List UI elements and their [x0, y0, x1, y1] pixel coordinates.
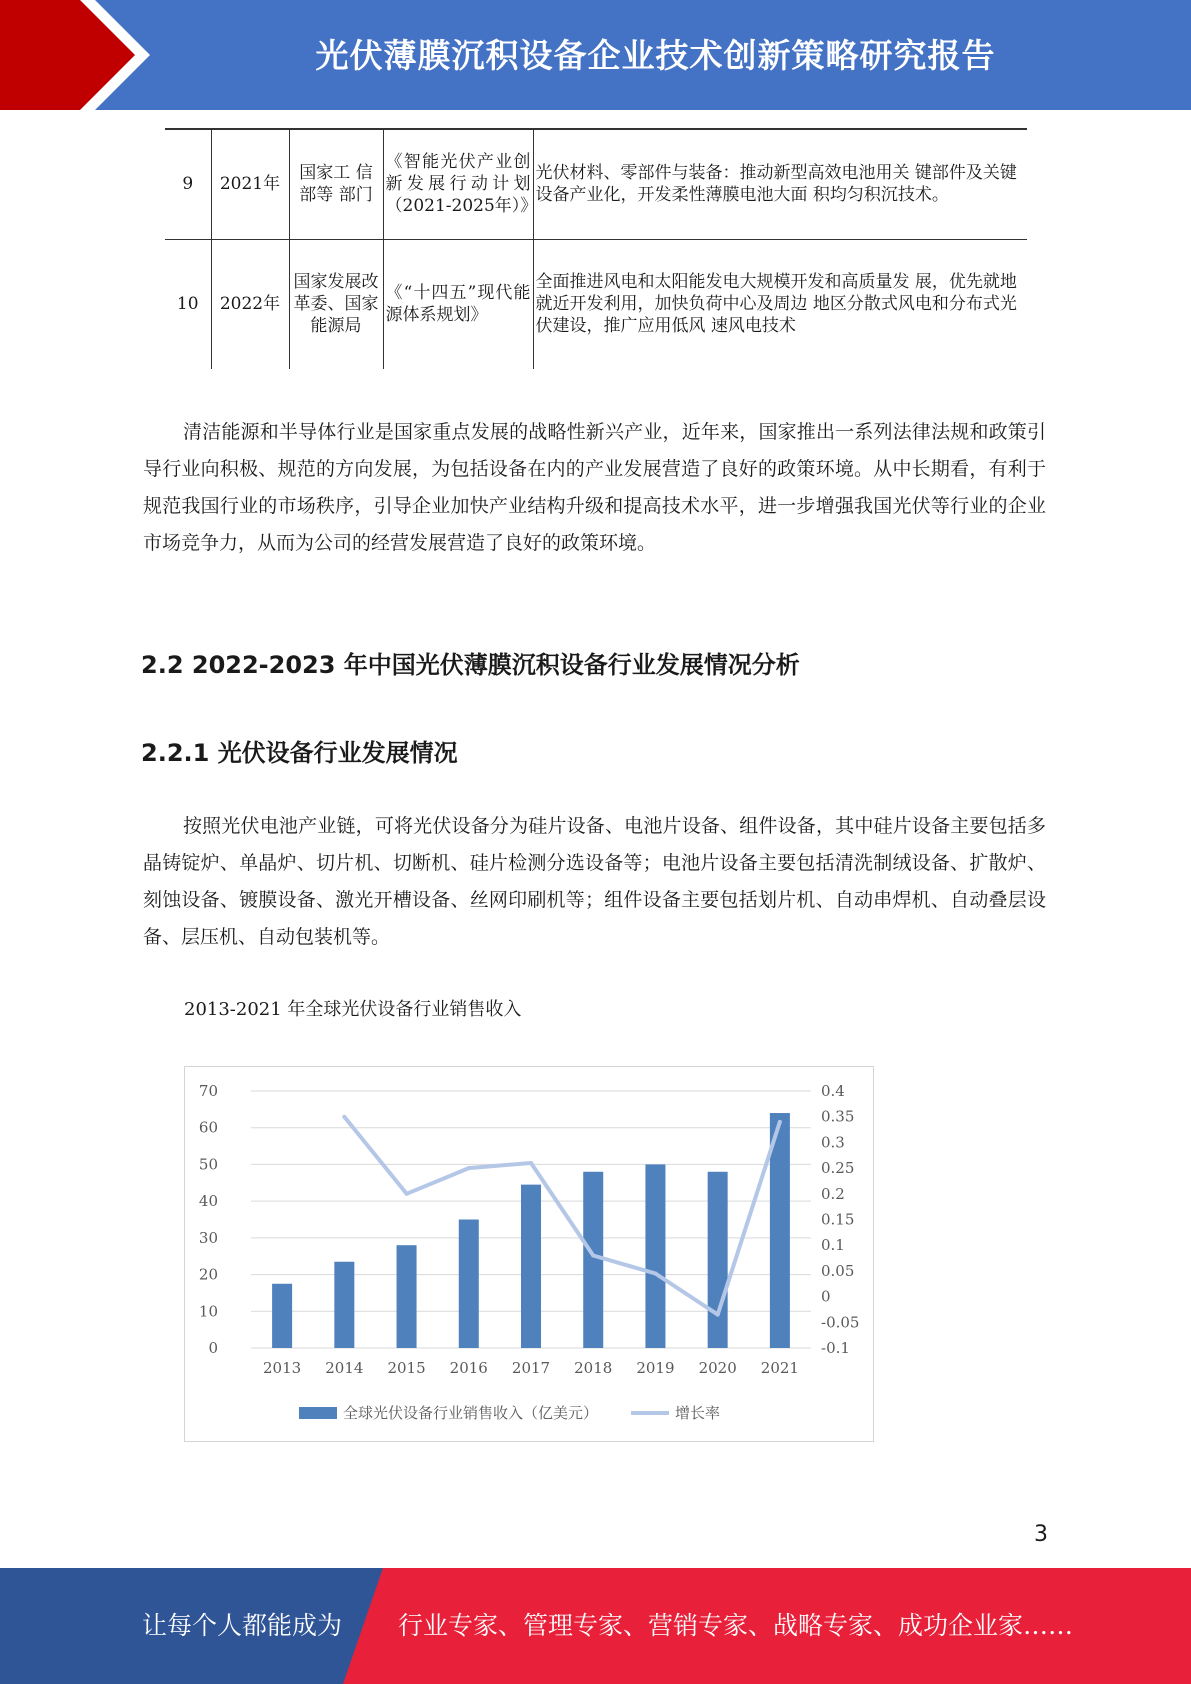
- left-axis-tick-label: 70: [198, 1082, 218, 1100]
- table-row: [165, 239, 1027, 369]
- row-content: 光伏材料、零部件与装备：推动新型高效电池用关 键部件及关键设备产业化，开发柔性薄膜电池大面 积均匀积沉技术。: [533, 129, 1027, 239]
- row-number: 10: [165, 239, 211, 369]
- x-axis-tick-label: 2018: [574, 1359, 613, 1377]
- footer-slogan-right: 行业专家、管理专家、营销专家、战略专家、成功企业家……: [398, 1611, 1074, 1640]
- row-document: 《“十四五”现代能源体系规划》: [383, 239, 533, 369]
- right-axis-tick-label: 0.05: [821, 1261, 855, 1280]
- growth-rate-point: [342, 1115, 346, 1119]
- left-axis-tick-label: 30: [198, 1228, 218, 1247]
- growth-rate-point: [778, 1120, 782, 1124]
- bar: [397, 1245, 417, 1348]
- section-heading-2-2-1: 2.2.1 光伏设备行业发展情况: [141, 739, 458, 767]
- left-axis-tick-label: 60: [198, 1118, 218, 1137]
- section-heading-2-2: 2.2 2022-2023 年中国光伏薄膜沉积设备行业发展情况分析: [141, 651, 800, 679]
- bar: [459, 1220, 479, 1349]
- x-axis-tick-label: 2019: [636, 1359, 675, 1377]
- legend-label-growth: 增长率: [675, 1404, 721, 1422]
- legend-label-revenue: 全球光伏设备行业销售收入（亿美元）: [343, 1404, 599, 1422]
- legend-swatch-revenue: [299, 1407, 337, 1419]
- left-axis-tick-label: 10: [198, 1302, 218, 1321]
- bar: [334, 1262, 354, 1348]
- right-axis-tick-label: 0.25: [821, 1159, 855, 1178]
- x-axis-tick-label: 2016: [449, 1359, 488, 1377]
- right-axis-tick-label: 0.2: [821, 1184, 845, 1203]
- page-number: 3: [1034, 1522, 1048, 1547]
- table-row: [165, 129, 1027, 239]
- right-axis-tick-label: -0.05: [821, 1313, 860, 1332]
- bar: [583, 1172, 603, 1348]
- page-header: [0, 0, 1191, 110]
- policy-table: [165, 128, 1027, 369]
- x-axis-tick-label: 2017: [511, 1359, 551, 1377]
- growth-rate-point: [467, 1166, 471, 1170]
- growth-rate-point: [653, 1271, 657, 1275]
- page-footer: [0, 1568, 1191, 1684]
- growth-rate-point: [716, 1313, 720, 1317]
- sales-revenue-chart: [184, 1066, 874, 1442]
- left-axis-tick-label: 50: [198, 1155, 218, 1174]
- footer-slogan-left: 让每个人都能成为: [142, 1611, 343, 1640]
- left-axis-tick-label: 20: [198, 1265, 218, 1284]
- left-axis-tick-label: 0: [208, 1339, 218, 1357]
- right-axis-tick-label: 0: [821, 1287, 831, 1306]
- row-department: 国家发展改革委、国家能源局: [289, 239, 383, 369]
- right-axis-tick-label: -0.1: [821, 1339, 850, 1357]
- x-axis-tick-label: 2015: [387, 1359, 426, 1377]
- bar: [708, 1172, 728, 1348]
- x-axis-tick-label: 2013: [263, 1359, 302, 1377]
- chart-svg: [185, 1067, 875, 1443]
- header-arrow-decoration: [0, 0, 170, 110]
- bar: [645, 1164, 665, 1348]
- x-axis-tick-label: 2020: [698, 1359, 737, 1377]
- right-axis-tick-label: 0.4: [821, 1082, 845, 1100]
- report-title: 光伏薄膜沉积设备企业技术创新策略研究报告: [315, 36, 996, 75]
- row-content: 全面推进风电和太阳能发电大规模开发和高质量发 展，优先就地就近开发利用，加快负荷中心及周边 地区分散式风电和分布式光伏建设，推广应用低风 速风电技术: [533, 239, 1027, 369]
- right-axis-tick-label: 0.15: [821, 1210, 855, 1229]
- x-axis-tick-label: 2014: [325, 1359, 364, 1377]
- row-number: 9: [165, 129, 211, 239]
- figure-caption: 2013-2021 年全球光伏设备行业销售收入: [184, 999, 522, 1020]
- equipment-paragraph: 按照光伏电池产业链，可将光伏设备分为硅片设备、电池片设备、组件设备，其中硅片设备主要包括多晶铸锭炉、单晶炉、切片机、切断机、硅片检测分选设备等；电池片设备主要包括清洗制绒设备、扩散炉、刻蚀设备、镀膜设备、激光开槽设备、丝网印刷机等；组件设备主要包括划片机、自动串焊机、自动叠层设备、层压机、自动包装机等。: [143, 815, 1046, 948]
- policy-paragraph: 清洁能源和半导体行业是国家重点发展的战略性新兴产业，近年来，国家推出一系列法律法规和政策引导行业向积极、规范的方向发展，为包括设备在内的产业发展营造了良好的政策环境。从中长期看，有利于规范我国行业的市场秩序，引导企业加快产业结构升级和提高技术水平，进一步增强我国光伏等行业的企业市场竞争力，从而为公司的经营发展营造了良好的政策环境。: [143, 421, 1046, 554]
- growth-rate-point: [405, 1192, 409, 1196]
- growth-rate-point: [529, 1161, 533, 1165]
- row-department: 国家工 信部等 部门: [289, 129, 383, 239]
- bar: [521, 1185, 541, 1348]
- row-year: 2021年: [211, 129, 289, 239]
- left-axis-tick-label: 40: [198, 1192, 218, 1211]
- right-axis-tick-label: 0.3: [821, 1133, 845, 1152]
- right-axis-tick-label: 0.35: [821, 1107, 855, 1126]
- growth-rate-point: [591, 1253, 595, 1257]
- x-axis-tick-label: 2021: [760, 1359, 799, 1377]
- row-document: 《智能光伏产业创新发展行动计划（2021-2025年）》: [383, 129, 533, 239]
- row-year: 2022年: [211, 239, 289, 369]
- bar: [272, 1284, 292, 1348]
- right-axis-tick-label: 0.1: [821, 1236, 845, 1255]
